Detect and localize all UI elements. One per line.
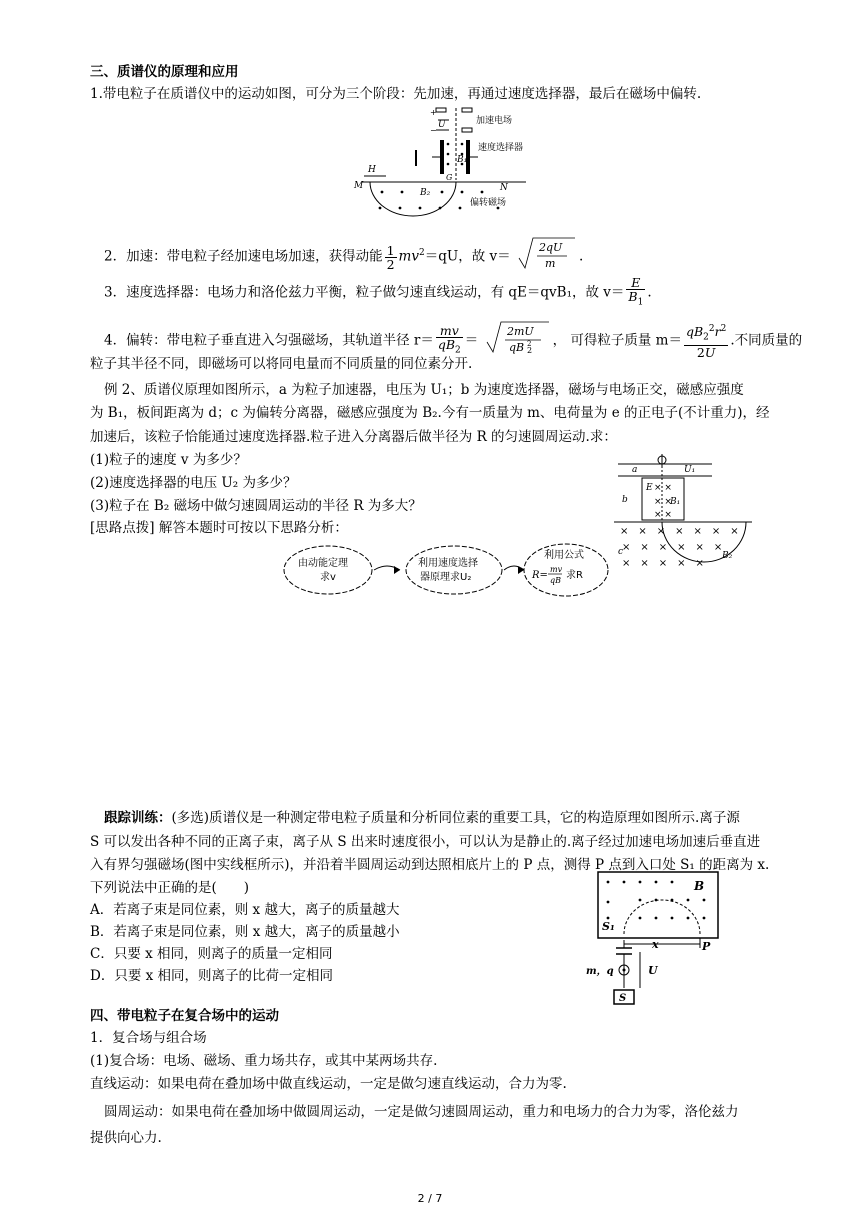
section3-p4: 4．偏转：带电粒子垂直进入匀强磁场，其轨道半径 r＝ $\frac{mv}{qB_2}$ ＝ 2mU qB 2 2 ， 可得粒子质量 m＝ $\frac{qB_2^2r^2}{2U}$ .不同质量的 [104, 320, 802, 362]
thought-flow-diagram [282, 540, 612, 604]
fig3-B: B [694, 879, 705, 893]
example2-figure [612, 454, 768, 572]
svg-text:× × × × ×: × × × × × [622, 558, 704, 569]
fig1-H: H [368, 165, 376, 175]
fig3-S1: S₁ [602, 920, 615, 933]
svg-text:利用速度选择: 利用速度选择 [418, 558, 478, 569]
track-line1: 跟踪训练：(多选)质谱仪是一种测定带电粒子质量和分析同位素的重要工具，它的构造原理如图所示.离子源 [104, 810, 740, 826]
svg-text:qB: qB [550, 576, 561, 585]
svg-text:由动能定理: 由动能定理 [298, 558, 348, 569]
track-line3: 入有界匀强磁场(图中实线框所示)，并沿着半圆周运动到达照相底片上的 P 点，测得 P 点到入口处 S₁ 的距离为 x. [90, 857, 770, 873]
mass-spectrometer-figure [350, 106, 530, 218]
fig2-b: b [622, 495, 628, 505]
fig1-B1: B₁ [457, 155, 468, 165]
question-2: (2)速度选择器的电压 U₂ 为多少？ [90, 475, 297, 491]
track-line4: 下列说法中正确的是( ) [90, 880, 250, 896]
fig1-M: M [354, 181, 364, 191]
fig2-a: a [632, 465, 638, 475]
section3-p3: 3．速度选择器：电场力和洛伦兹力平衡，粒子做匀速直线运动，有 qE＝qvB₁，故 v＝ $\frac{E}{B_1}$ . [104, 275, 652, 308]
sqrt-2qU-m [517, 236, 577, 278]
section4-p4: 提供向心力. [90, 1130, 162, 1146]
section4-p1: (1)复合场：电场、磁场、重力场共存，或其中某两场共存. [90, 1053, 438, 1069]
svg-text:× ×: × × [654, 497, 672, 507]
svg-text:R=: R= [532, 570, 548, 581]
fig1-G: G [446, 173, 453, 182]
example2-line3: 加速后，该粒子恰能通过速度选择器.粒子进入分离器后做半径为 R 的匀速圆周运动.求： [90, 429, 617, 445]
svg-text:利用公式: 利用公式 [544, 550, 584, 561]
svg-text:qB: qB [508, 341, 524, 354]
fig1-B2: B₂ [420, 188, 431, 198]
example2-line1: 例 2、质谱仪原理如图所示，a 为粒子加速器，电压为 U₁；b 为速度选择器，磁场与电场正交，磁感应强度 [104, 382, 744, 398]
svg-text:× × × × × ×: × × × × × × [622, 542, 723, 553]
fig1-N: N [500, 183, 508, 193]
question-1: (1)粒子的速度 v 为多少？ [90, 452, 247, 468]
fig3-S: S [619, 993, 627, 1004]
svg-text:2: 2 [526, 340, 532, 348]
svg-text:求v: 求v [320, 572, 336, 583]
svg-text:× ×: × × [654, 510, 672, 520]
svg-text:2mU: 2mU [506, 325, 534, 338]
fig2-B2: B₂ [722, 551, 733, 561]
fig2-B1: B₁ [670, 497, 681, 507]
section3-p1: 1.带电粒子在质谱仪中的运动如图，可分为三个阶段：先加速，再通过速度选择器，最后在磁场中偏转. [90, 86, 702, 102]
fig2-U1: U₁ [684, 465, 696, 475]
minus-label: − [430, 126, 437, 135]
option-b[interactable]: B．若离子束是同位素，则 x 越大，离子的质量越小 [90, 924, 400, 940]
fig1-deflect-label: 偏转磁场 [470, 198, 507, 208]
track-line2: S 可以发出各种不同的正离子束，离子从 S 出来时速度很小，可以认为是静止的.离子经过加速电场加速后垂直进 [90, 834, 761, 850]
question-3: (3)粒子在 B₂ 磁场中做匀速圆周运动的半径 R 为多大？ [90, 498, 422, 514]
section3-p4-cont: 粒子其半径不同，即磁场可以将同电量而不同质量的同位素分开. [90, 356, 473, 372]
page-number: 2 / 7 [417, 1192, 443, 1205]
svg-text:× ×: × × [654, 483, 672, 493]
svg-text:mv: mv [550, 565, 563, 574]
section4-p2: 直线运动：如果电荷在叠加场中做直线运动，一定是做匀速直线运动，合力为零. [90, 1076, 567, 1092]
tracking-figure [586, 868, 722, 1010]
svg-text:m: m [544, 257, 556, 270]
fig2-c: c [618, 547, 624, 557]
fig1-selector-label: 速度选择器 [478, 143, 524, 153]
section3-heading: 三、质谱仪的原理和应用 [90, 64, 239, 80]
hint-line: [思路点拨] 解答本题时可按以下思路分析： [90, 520, 348, 536]
sqrt-2mU-qB2 [485, 320, 551, 362]
svg-text:2qU: 2qU [538, 241, 563, 254]
svg-text:器原理求U₂: 器原理求U₂ [420, 572, 472, 583]
section4-sub1: 1．复合场与组合场 [90, 1030, 207, 1046]
fig3-U: U [648, 964, 658, 977]
option-c[interactable]: C．只要 x 相同，则离子的质量一定相同 [90, 946, 333, 962]
fig2-E: E [646, 483, 653, 493]
fig3-x: x [652, 938, 659, 951]
example2-line2: 为 B₁，板间距离为 d；c 为偏转分离器，磁感应强度为 B₂.今有一质量为 m、电荷量为 e 的正电子(不计重力)，经 [90, 405, 770, 421]
fig3-mq: m，q [586, 966, 614, 977]
plus-label: + [430, 108, 437, 117]
section3-p2: 2．加速：带电粒子经加速电场加速，获得动能 $\frac{1}{2}$ $mv^2=qU$，故 v＝ 2qU m . [104, 236, 583, 278]
fig3-P: P [702, 940, 711, 953]
option-a[interactable]: A．若离子束是同位素，则 x 越大，离子的质量越大 [90, 902, 400, 918]
svg-text:2: 2 [526, 346, 532, 355]
option-d[interactable]: D．只要 x 相同，则离子的比荷一定相同 [90, 968, 334, 984]
svg-text:求R: 求R [566, 570, 583, 581]
svg-text:× × × × × × ×: × × × × × × × [620, 526, 739, 537]
fig1-U: U [438, 120, 446, 130]
section4-p3: 圆周运动：如果电荷在叠加场中做圆周运动，一定是做匀速圆周运动，重力和电场力的合力为零，洛伦兹力 [104, 1104, 739, 1120]
fig1-accel-label: 加速电场 [476, 116, 513, 126]
section4-heading: 四、带电粒子在复合场中的运动 [90, 1008, 279, 1024]
